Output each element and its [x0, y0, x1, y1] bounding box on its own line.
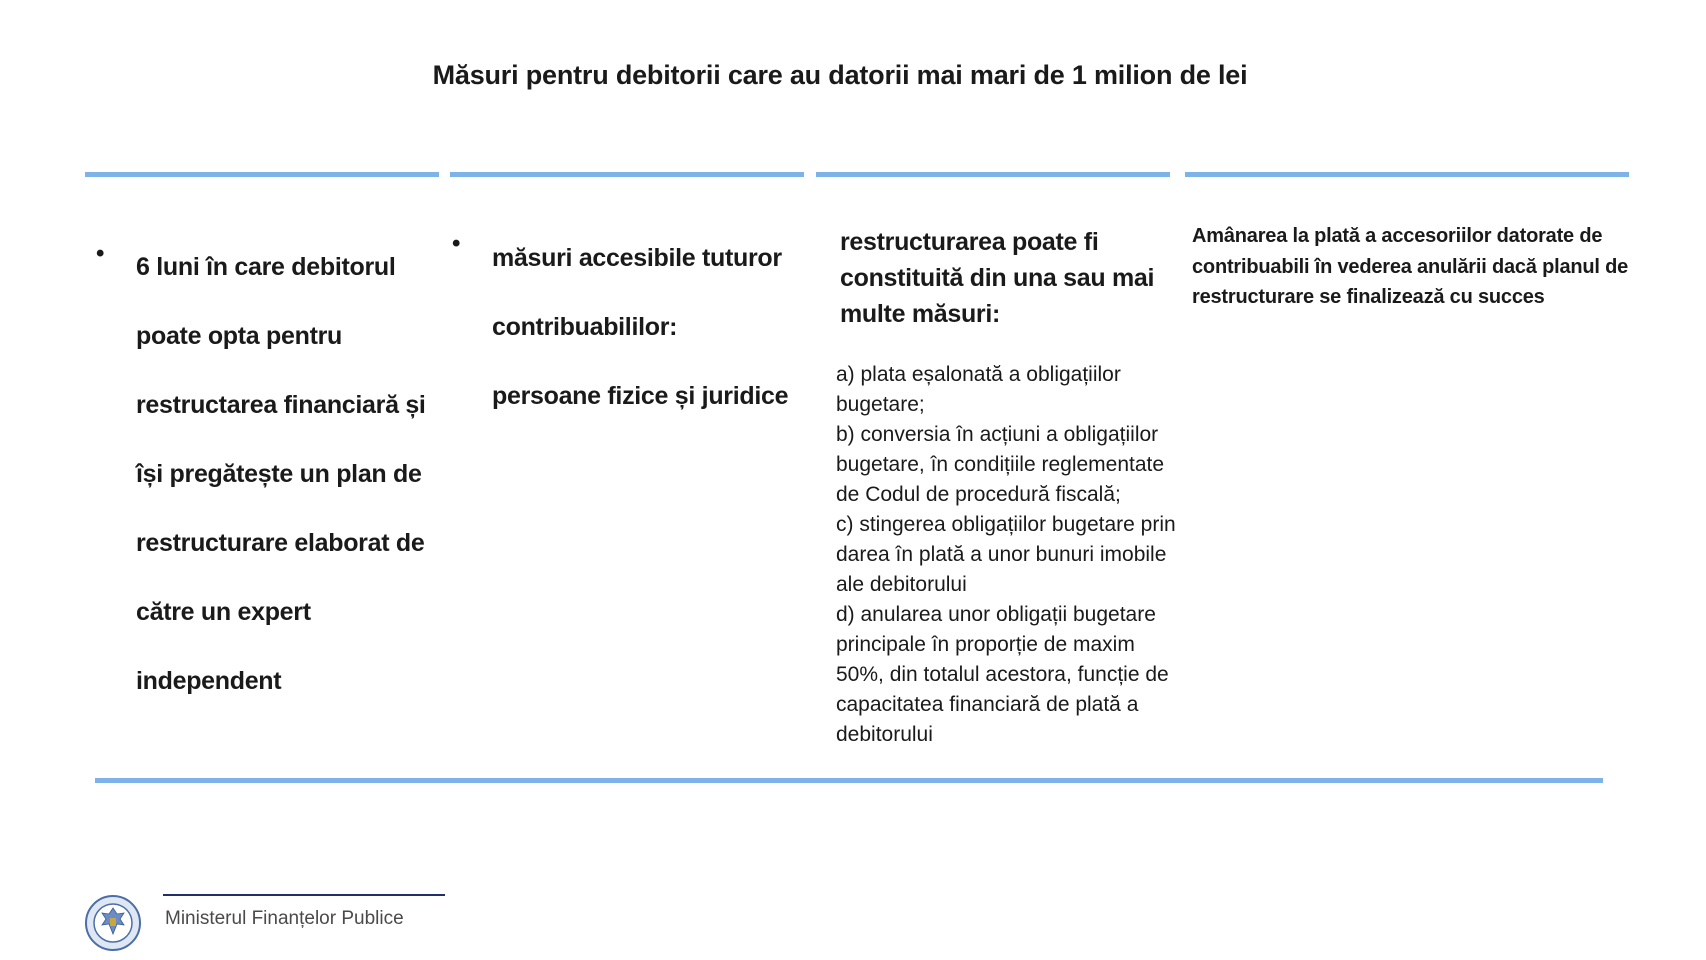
- measure-item: b) conversia în acțiuni a obligațiilor bugetare, în condițiile reglementate de Codul de procedură fiscală;: [836, 423, 1165, 506]
- column-rule-1: [85, 172, 439, 177]
- col1-line: restructurare elaborat de: [136, 529, 425, 557]
- column-1-text: [136, 233, 446, 716]
- col3-heading-line: restructurarea poate fi: [840, 228, 1099, 256]
- bottom-rule: [95, 778, 1603, 783]
- column-2-text: [492, 224, 812, 431]
- ministry-name: Ministerul Finanțelor Publice: [165, 908, 404, 929]
- measure-item: c) stingerea obligațiilor bugetare prin darea în plată a unor bunuri imobile ale debitorului: [836, 513, 1176, 596]
- column-rule-2: [450, 172, 804, 177]
- col2-line: contribuabililor:: [492, 313, 678, 341]
- column-4-text: Amânarea la plată a accesoriilor datorate de contribuabili în vederea anulării dacă planul de restructurare se finalizează cu succes: [1192, 225, 1629, 308]
- footer-divider: [163, 894, 445, 896]
- slide-title: Măsuri pentru debitorii care au datorii mai mari de 1 milion de lei: [432, 60, 1248, 90]
- bullet-col2: •: [452, 230, 461, 257]
- col1-line: poate opta pentru: [136, 322, 343, 350]
- measure-item: d) anularea unor obligații bugetare principale în proporție de maxim 50%, din totalul acestora, funcție de capacitatea financiară de plată a debitorului: [836, 603, 1169, 746]
- col1-line: 6 luni în care debitorul: [136, 253, 396, 281]
- col2-line: persoane fizice și juridice: [492, 382, 789, 410]
- col1-line: își pregătește un plan de: [136, 460, 422, 488]
- col3-heading-line: multe măsuri:: [840, 300, 1001, 328]
- column-3-heading: [840, 224, 1170, 332]
- column-rule-3: [816, 172, 1170, 177]
- col1-line: către un expert: [136, 598, 311, 626]
- col2-line: măsuri accesibile tuturor: [492, 244, 782, 272]
- romania-coat-of-arms-seal-icon: [84, 894, 142, 952]
- column-rule-4: [1185, 172, 1629, 177]
- col1-line: restructarea financiară și: [136, 391, 426, 419]
- measure-item: a) plata eșalonată a obligațiilor bugetare;: [836, 363, 1121, 416]
- column-3-measures-list: [836, 360, 1176, 750]
- bullet-col1: •: [96, 240, 105, 267]
- col1-line: independent: [136, 667, 282, 695]
- col3-heading-line: constituită din una sau mai: [840, 264, 1155, 292]
